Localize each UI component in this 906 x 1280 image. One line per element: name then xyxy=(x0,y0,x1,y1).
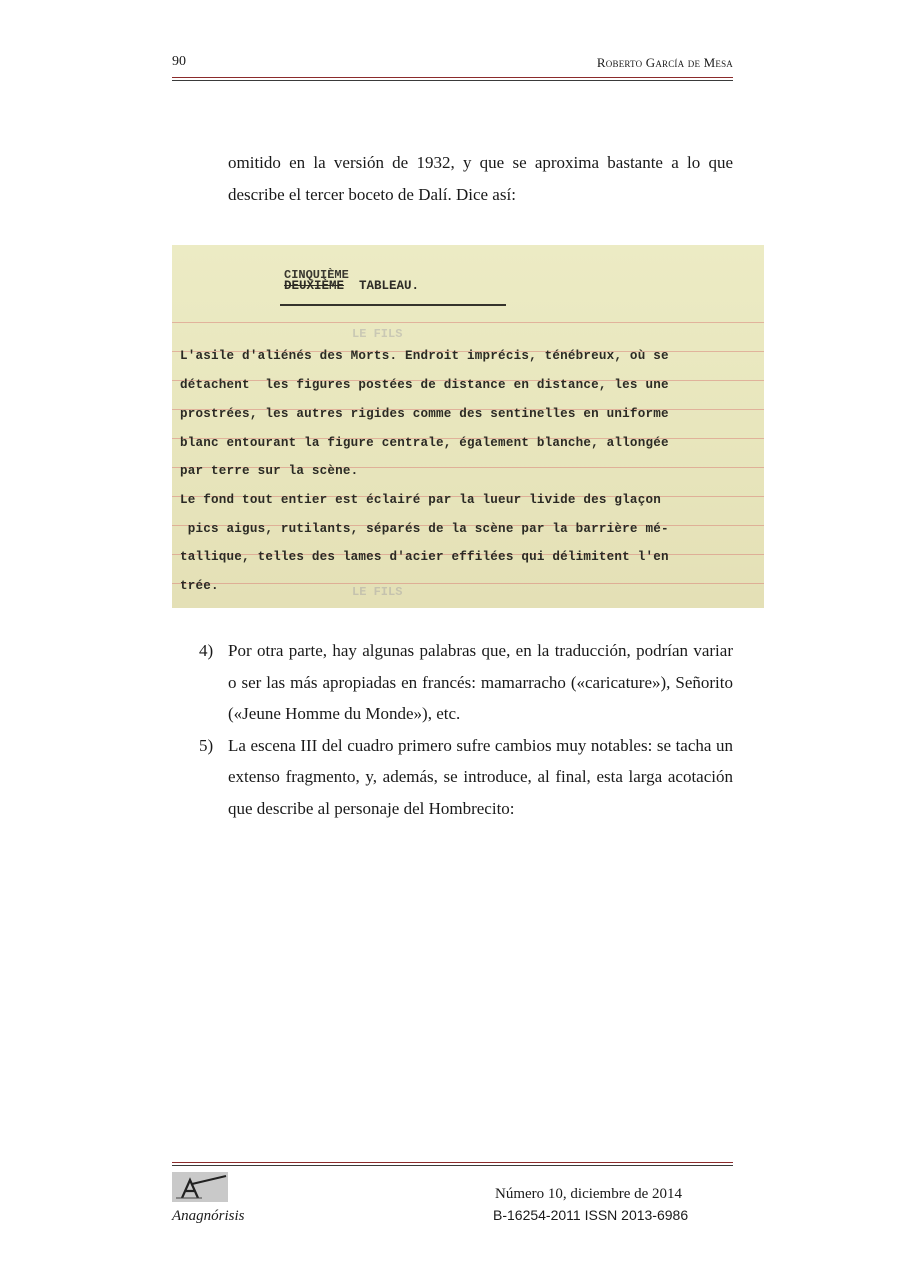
journal-name: Anagnórisis xyxy=(172,1208,245,1224)
typescript-line: tallique, telles des lames d'acier effilées qui délimitent l'en xyxy=(180,550,669,564)
typescript-line: pics aigus, rutilants, séparés de la scène par la barrière mé- xyxy=(180,522,669,536)
issn-info: B-16254-2011 ISSN 2013-6986 xyxy=(493,1207,689,1223)
typescript-heading xyxy=(284,279,419,293)
list-item xyxy=(172,730,733,825)
typescript-line: détachent les figures postées de distance en distance, les une xyxy=(180,378,669,392)
typescript-heading-rest: TABLEAU. xyxy=(359,279,420,293)
typescript-line: Le fond tout entier est éclairé par la lueur livide des glaçon xyxy=(180,493,661,507)
typescript-line: blanc entourant la figure centrale, également blanche, allongée xyxy=(180,436,669,450)
list-item-number: 4) xyxy=(199,641,214,660)
list-item-text: Por otra parte, hay algunas palabras que, en la traducción, podrían variar o ser las más apropiadas en francés: mamarracho («caricature»), Señorito («Jeune Homme du Monde»), etc. xyxy=(228,641,733,723)
typescript-heading-struck: DEUXIÈME xyxy=(284,279,345,293)
typescript-heading-insert: CINQUIÈME xyxy=(284,268,349,282)
footer-rule xyxy=(172,1162,733,1166)
list-item xyxy=(172,635,733,730)
typescript-line: L'asile d'aliénés des Morts. Endroit imprécis, ténébreux, où se xyxy=(180,349,669,363)
header-rule xyxy=(172,77,733,81)
typescript-line: par terre sur la scène. xyxy=(180,464,359,478)
list-item-number: 5) xyxy=(199,735,214,755)
intro-paragraph: omitido en la versión de 1932, y que se aproxima bastante a lo que describe el tercer boceto de Dalí. Dice así: xyxy=(228,153,733,204)
list-item-text: La escena III del cuadro primero sufre cambios muy notables: se tacha un extenso fragmento, y, además, se introduce, al final, esta larga acotación que describe al personaje del Hombrecito: xyxy=(228,735,733,818)
typescript-ghost-text: LE FILS xyxy=(352,585,403,599)
page-number: 90 xyxy=(172,54,186,69)
page-header xyxy=(172,54,733,74)
anagnorisis-logo-icon xyxy=(172,1172,228,1202)
typescript-heading-underline xyxy=(280,304,506,306)
numbered-list xyxy=(172,635,733,824)
running-head: Roberto García de Mesa xyxy=(596,55,733,70)
typescript-ghost-text: LE FILS xyxy=(352,327,403,341)
typescript-facsimile-image xyxy=(172,245,764,608)
typescript-line: prostrées, les autres rigides comme des sentinelles en uniforme xyxy=(180,407,669,421)
typescript-line: trée. xyxy=(180,579,219,593)
issue-info: Número 10, diciembre de 2014 xyxy=(495,1186,683,1202)
